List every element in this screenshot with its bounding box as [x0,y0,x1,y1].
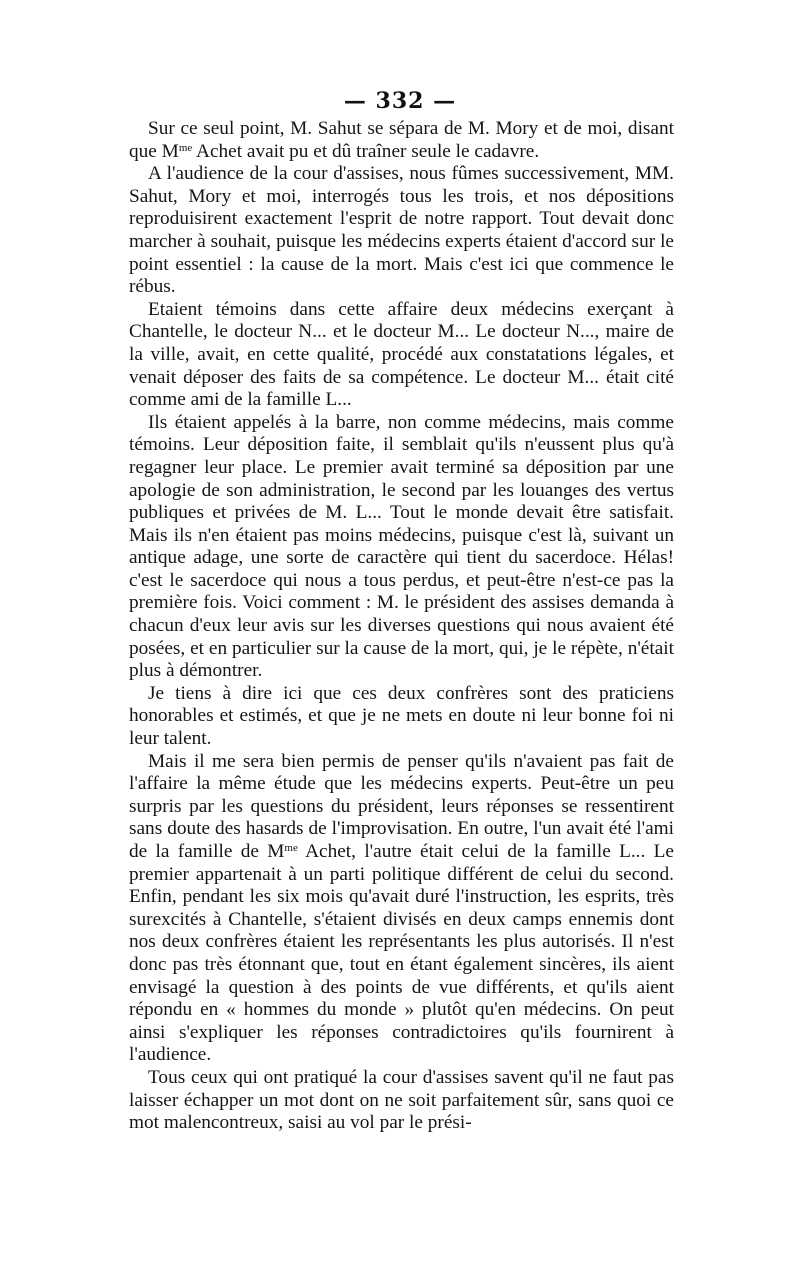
text-run: Etaient témoins dans cette affaire deux médecins exerçant à Chantelle, le docteur N... et le docteur M... Le docteur N..., maire de la ville, avait, en cette qualité, procédé aux constatations légales, et venait déposer des faits de sa compétence. Le docteur M... était cité comme ami de la famille L... [129,298,674,411]
text-run: Mais il me sera bien permis de penser qu'ils n'avaient pas fait de l'affaire la même étude que les médecins experts. Peut-être un peu surpris par les questions du président, leurs réponses se ressentirent sans doute des hasards de l'improvisation. En outre, l'un avait été l'ami de la famille de M [129,750,674,862]
text-run: Tous ceux qui ont pratiqué la cour d'assises savent qu'il ne faut pas laisser échapper un mot dont on ne soit parfaitement sûr, sans quoi ce mot malencontreux, saisi au vol par le prési- [129,1066,674,1134]
superscript-abbreviation: me [284,842,298,854]
paragraph [129,751,674,1067]
text-run: Sur ce seul point, M. Sahut se sépara de M. Mory et de moi, disant que M [129,118,674,162]
paragraph [129,299,674,412]
paragraph [129,412,674,683]
page-body-text [129,118,674,1135]
superscript-abbreviation: me [178,141,193,154]
text-run: Achet avait pu et dû traîner seule le cadavre. [192,140,540,162]
paragraph [129,1067,674,1135]
text-run: Je tiens à dire ici que ces deux confrères sont des praticiens honorables et estimés, et que je ne mets en doute ni leur bonne foi ni leur talent. [129,682,674,750]
text-run: Ils étaient appelés à la barre, non comme médecins, mais comme témoins. Leur déposition faite, il semblait qu'ils n'eussent plus qu'à regagner leur place. Le premier avait terminé sa déposition par une apologie de son administration, le second par les louanges des vertus publiques et privées de M. L... Tout le monde devait être satisfait. Mais ils n'en étaient pas moins médecins, puisque c'est là, suivant un antique adage, une sorte de caractère qui tient du sacerdoce. Hélas! c'est le sacerdoce qui nous a tous perdus, et peut-être n'est-ce pas la première fois. Voici comment : M. le président des assises demanda à chacun d'eux leur avis sur les diverses questions qui nous avaient été posées, et en particulier sur la cause de la mort, qui, je le répète, n'était plus à démontrer. [129,411,674,682]
paragraph [129,683,674,751]
paragraph [129,118,674,163]
page-number: — 332 — [343,88,457,114]
text-run: A l'audience de la cour d'assises, nous fûmes successivement, MM. Sahut, Mory et moi, interrogés tous les trois, et nos dépositions reproduisirent exactement l'esprit de notre rapport. Tout devait donc marcher à souhait, puisque les médecins experts étaient d'accord sur le point essentiel : la cause de la mort. Mais c'est ici que commence le rébus. [129,163,674,298]
text-run: Achet, l'autre était celui de la famille L... Le premier appartenait à un parti politique différent de celui du second. Enfin, pendant les six mois qu'avait duré l'instruction, les esprits, très surexcités à Chantelle, s'étaient divisés en deux camps ennemis dont nos deux confrères étaient les représentants les plus autorisés. Il n'est donc pas très étonnant que, tout en étant également sincères, ils aient envisagé la question à des points de vue différents, et qu'ils aient répondu en « hommes du monde » plutôt qu'en médecins. On peut ainsi s'expliquer les réponses contradictoires qu'ils fournirent à l'audience. [129,841,674,1066]
paragraph [129,163,674,299]
